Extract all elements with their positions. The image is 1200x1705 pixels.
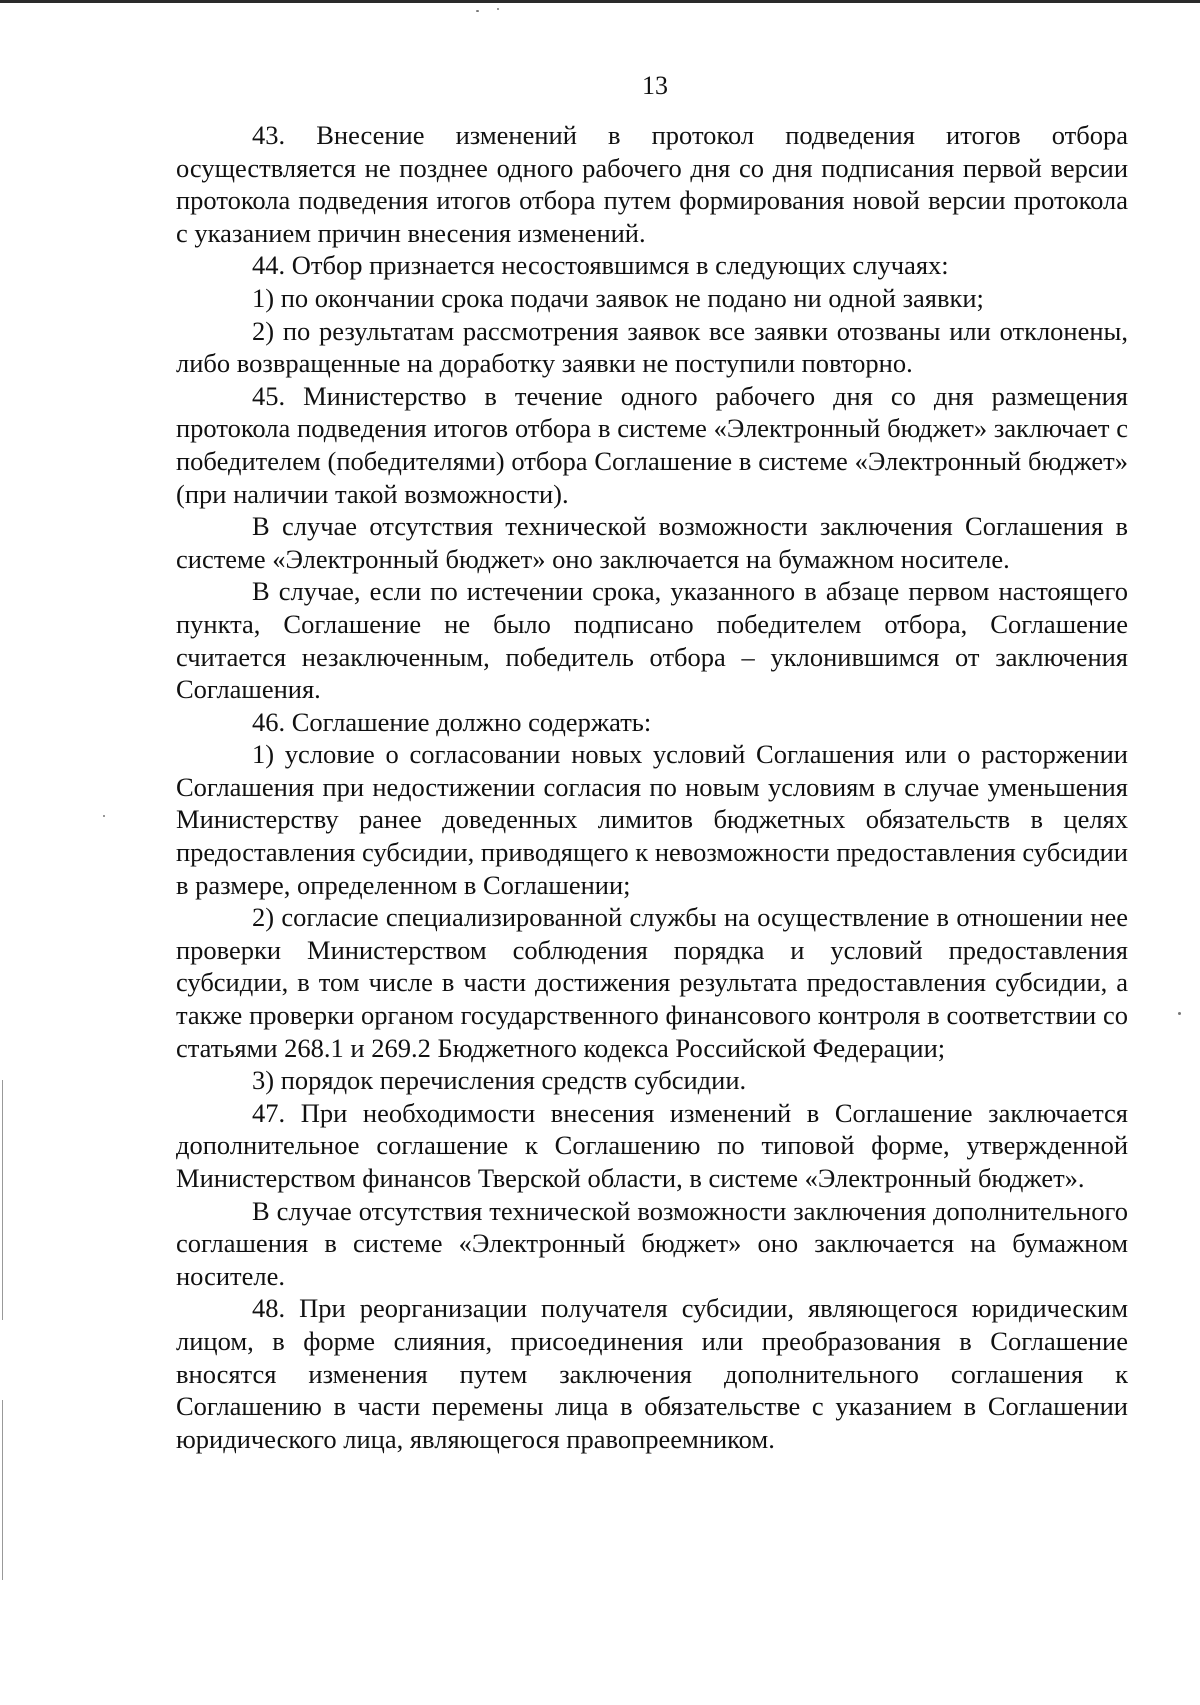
paragraph-46: 46. Соглашение должно содержать: [252, 706, 652, 737]
paragraph-43: 43. Внесение изменений в протокол подведения итогов отбора осуществляется не позднее одного рабочего дня со дня подписания первой версии протокола подведения итогов отбора путем формирования новой версии протокола с указанием причин внесения изменений. [176, 120, 1128, 248]
paragraph-46-item-1: 1) условие о согласовании новых условий Соглашения или о расторжении Соглашения при недостижении согласия по новым условиям в случае уменьшения Министерству ранее доведенных лимитов бюджетных обязательств в целях предоставления субсидии, приводящего к невозможности предоставления субсидии в размере, определенном в Соглашении; [176, 739, 1128, 900]
scan-margin-line [2, 1080, 3, 1320]
document-body [176, 119, 1128, 1455]
paragraph-44-item-1: 1) по окончании срока подачи заявок не подано ни одной заявки; [252, 282, 984, 313]
paragraph-45: 45. Министерство в течение одного рабочего дня со дня размещения протокола подведения итогов отбора в системе «Электронный бюджет» заключает с победителем (победителями) отбора Соглашение в системе «Электронный бюджет» (при наличии такой возможности). [176, 380, 1128, 509]
scan-margin-line [2, 1400, 3, 1580]
paragraph-46-item-2: 2) согласие специализированной службы на осуществление в отношении нее проверки Министерством соблюдения порядка и условий предоставления субсидии, в том числе в части достижения результата предоставления субсидии, а также проверки органом государственного финансового контроля в соответствии со статьями 268.1 и 269.2 Бюджетного кодекса Российской Федерации; [176, 902, 1128, 1063]
paragraph-47-abzac-2: В случае отсутствия технической возможности заключения дополнительного соглашения в системе «Электронный бюджет» оно заключается на бумажном носителе. [176, 1195, 1128, 1291]
paragraph-45-abzac-2: В случае отсутствия технической возможности заключения Соглашения в системе «Электронный бюджет» оно заключается на бумажном носителе. [176, 511, 1128, 574]
paragraph-45-abzac-3: В случае, если по истечении срока, указанного в абзаце первом настоящего пункта, Соглашение не было подписано победителем отбора, Соглашение считается незаключенным, победитель отбора – уклонившимся от заключения Соглашения. [176, 576, 1128, 705]
paragraph-44: 44. Отбор признается несостоявшимся в следующих случаях: [252, 250, 949, 281]
scan-speck [497, 8, 499, 10]
scan-top-edge [0, 0, 1200, 3]
paragraph-47: 47. При необходимости внесения изменений в Соглашение заключается дополнительное соглашение к Соглашению по типовой форме, утвержденной Министерством финансов Тверской области, в системе «Электронный бюджет». [176, 1097, 1128, 1193]
paragraph-48: 48. При реорганизации получателя субсидии, являющегося юридическим лицом, в форме слияния, присоединения или преобразования в Соглашение вносятся изменения путем заключения дополнительного соглашения к Соглашению в части перемены лица в обязательстве с указанием в Соглашении юридического лица, являющегося правопреемником. [176, 1293, 1128, 1454]
scan-speck [476, 10, 479, 12]
page-number: 13 [642, 71, 668, 100]
scan-speck [1178, 1012, 1181, 1015]
scan-speck [103, 815, 105, 817]
paragraph-46-item-3: 3) порядок перечисления средств субсидии. [252, 1065, 747, 1096]
paragraph-44-item-2: 2) по результатам рассмотрения заявок все заявки отозваны или отклонены, либо возвращенные на доработку заявки не поступили повторно. [176, 315, 1128, 379]
